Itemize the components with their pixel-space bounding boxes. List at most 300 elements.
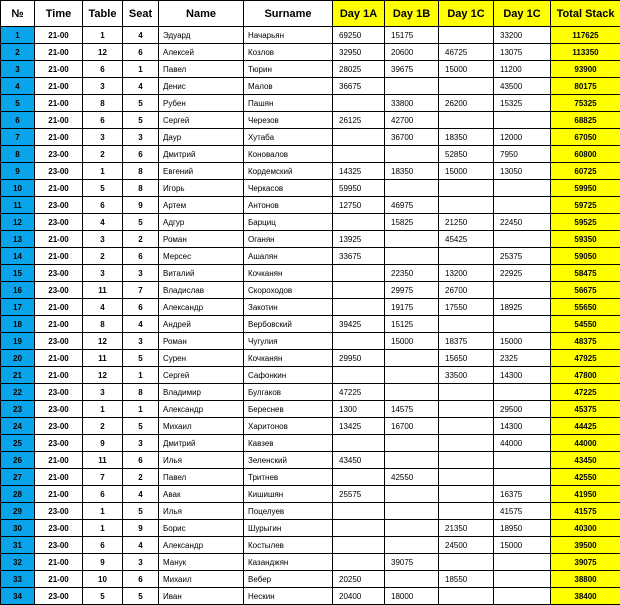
cell-time: 23-00 [35,197,83,214]
cell-time: 23-00 [35,435,83,452]
cell-table: 3 [83,265,123,282]
cell-day-1c-second: 13075 [494,44,551,61]
cell-day-1c-second [494,384,551,401]
cell-surname: Закотин [244,299,333,316]
cell-no: 18 [1,316,35,333]
cell-time: 21-00 [35,554,83,571]
cell-no: 5 [1,95,35,112]
cell-table: 4 [83,214,123,231]
cell-day-1b [385,384,439,401]
cell-day-1b [385,180,439,197]
table-row [1,231,620,248]
cell-day-1b: 18000 [385,588,439,605]
cell-total-stack: 44425 [551,418,620,435]
header-day-1c-second: Day 1C [494,1,551,27]
cell-seat: 9 [123,520,159,537]
cell-no: 31 [1,537,35,554]
table-row [1,265,620,282]
header-table: Table [83,1,123,27]
cell-day-1b: 14575 [385,401,439,418]
cell-surname: Черезов [244,112,333,129]
cell-table: 9 [83,554,123,571]
cell-day-1a: 59950 [333,180,385,197]
cell-day-1c [439,248,494,265]
cell-total-stack: 93900 [551,61,620,78]
cell-day-1c [439,78,494,95]
cell-day-1c-second [494,316,551,333]
cell-total-stack: 43450 [551,452,620,469]
cell-day-1c [439,401,494,418]
cell-day-1b [385,78,439,95]
cell-surname: Поцелуев [244,503,333,520]
cell-no: 6 [1,112,35,129]
cell-table: 11 [83,452,123,469]
cell-day-1b: 16700 [385,418,439,435]
cell-surname: Пашян [244,95,333,112]
cell-seat: 6 [123,248,159,265]
cell-seat: 9 [123,197,159,214]
cell-total-stack: 59525 [551,214,620,231]
cell-no: 23 [1,401,35,418]
table-row [1,180,620,197]
cell-total-stack: 47925 [551,350,620,367]
cell-total-stack: 59950 [551,180,620,197]
cell-day-1c: 33500 [439,367,494,384]
cell-time: 21-00 [35,129,83,146]
cell-total-stack: 41950 [551,486,620,503]
cell-table: 8 [83,95,123,112]
cell-day-1a: 20400 [333,588,385,605]
cell-day-1a [333,129,385,146]
cell-seat: 2 [123,469,159,486]
cell-day-1b: 18350 [385,163,439,180]
cell-no: 11 [1,197,35,214]
cell-seat: 3 [123,435,159,452]
cell-total-stack: 38400 [551,588,620,605]
cell-time: 21-00 [35,486,83,503]
cell-day-1b: 39075 [385,554,439,571]
cell-name: Сурен [159,350,244,367]
cell-time: 23-00 [35,418,83,435]
cell-day-1a: 13925 [333,231,385,248]
cell-time: 23-00 [35,265,83,282]
cell-name: Владислав [159,282,244,299]
cell-name: Дмитрий [159,146,244,163]
header-seat: Seat [123,1,159,27]
cell-day-1a [333,214,385,231]
cell-day-1c-second: 12000 [494,129,551,146]
cell-total-stack: 59050 [551,248,620,265]
cell-no: 32 [1,554,35,571]
cell-table: 11 [83,282,123,299]
header-total-stack: Total Stack [551,1,620,27]
cell-total-stack: 60725 [551,163,620,180]
cell-surname: Сафонкин [244,367,333,384]
cell-day-1a [333,435,385,452]
table-row [1,588,620,605]
cell-seat: 5 [123,418,159,435]
cell-table: 5 [83,180,123,197]
cell-time: 21-00 [35,44,83,61]
cell-name: Александр [159,401,244,418]
table-row [1,146,620,163]
table-row [1,214,620,231]
cell-day-1b: 20600 [385,44,439,61]
cell-surname: Харитонов [244,418,333,435]
cell-day-1a [333,469,385,486]
cell-seat: 5 [123,588,159,605]
cell-total-stack: 68825 [551,112,620,129]
table-row [1,129,620,146]
cell-seat: 5 [123,112,159,129]
cell-seat: 5 [123,95,159,112]
cell-name: Илья [159,503,244,520]
cell-no: 25 [1,435,35,452]
table-row [1,384,620,401]
cell-surname: Барциц [244,214,333,231]
cell-day-1c: 21250 [439,214,494,231]
table-row [1,486,620,503]
cell-total-stack: 38800 [551,571,620,588]
cell-total-stack: 41575 [551,503,620,520]
cell-no: 27 [1,469,35,486]
cell-total-stack: 48375 [551,333,620,350]
cell-day-1a: 69250 [333,27,385,44]
cell-day-1c-second [494,588,551,605]
cell-no: 10 [1,180,35,197]
cell-day-1c [439,469,494,486]
cell-day-1b: 42700 [385,112,439,129]
cell-name: Роман [159,231,244,248]
cell-total-stack: 39500 [551,537,620,554]
cell-day-1c: 46725 [439,44,494,61]
cell-day-1a [333,95,385,112]
cell-total-stack: 80175 [551,78,620,95]
table-row [1,537,620,554]
header-name: Name [159,1,244,27]
cell-day-1c-second [494,452,551,469]
cell-day-1c-second [494,469,551,486]
cell-seat: 3 [123,333,159,350]
cell-day-1b [385,537,439,554]
cell-day-1a: 14325 [333,163,385,180]
cell-surname: Зеленский [244,452,333,469]
cell-no: 34 [1,588,35,605]
cell-table: 6 [83,197,123,214]
cell-day-1c [439,486,494,503]
table-row [1,95,620,112]
cell-total-stack: 54550 [551,316,620,333]
cell-time: 21-00 [35,61,83,78]
cell-seat: 5 [123,350,159,367]
cell-time: 23-00 [35,214,83,231]
cell-day-1b: 39675 [385,61,439,78]
cell-time: 21-00 [35,231,83,248]
cell-time: 23-00 [35,588,83,605]
cell-no: 7 [1,129,35,146]
cell-day-1b [385,231,439,248]
table-row [1,282,620,299]
cell-seat: 4 [123,537,159,554]
cell-seat: 4 [123,27,159,44]
cell-seat: 3 [123,554,159,571]
cell-day-1c-second: 18950 [494,520,551,537]
cell-seat: 4 [123,486,159,503]
cell-name: Адгур [159,214,244,231]
cell-time: 21-00 [35,95,83,112]
cell-seat: 5 [123,214,159,231]
table-row [1,520,620,537]
cell-surname: Кочканян [244,350,333,367]
cell-day-1b: 15175 [385,27,439,44]
cell-time: 21-00 [35,350,83,367]
cell-time: 21-00 [35,299,83,316]
cell-surname: Начарьян [244,27,333,44]
cell-day-1c: 18350 [439,129,494,146]
header-day-1b: Day 1B [385,1,439,27]
cell-table: 12 [83,367,123,384]
cell-total-stack: 55650 [551,299,620,316]
cell-day-1c-second: 15000 [494,333,551,350]
cell-seat: 3 [123,129,159,146]
cell-surname: Булгаков [244,384,333,401]
cell-day-1b: 42550 [385,469,439,486]
cell-day-1c: 18375 [439,333,494,350]
cell-day-1c: 26700 [439,282,494,299]
cell-table: 11 [83,350,123,367]
cell-day-1c-second [494,571,551,588]
cell-day-1a: 32950 [333,44,385,61]
cell-day-1c [439,418,494,435]
cell-day-1b: 22350 [385,265,439,282]
cell-day-1c [439,588,494,605]
cell-total-stack: 60800 [551,146,620,163]
cell-no: 15 [1,265,35,282]
cell-table: 1 [83,520,123,537]
cell-table: 1 [83,27,123,44]
cell-day-1b: 15825 [385,214,439,231]
cell-day-1c [439,27,494,44]
cell-name: Павел [159,61,244,78]
cell-day-1c: 21350 [439,520,494,537]
cell-day-1b: 33800 [385,95,439,112]
cell-surname: Ашалян [244,248,333,265]
cell-name: Рубен [159,95,244,112]
cell-surname: Козлов [244,44,333,61]
cell-seat: 7 [123,282,159,299]
header-no: № [1,1,35,27]
cell-day-1c-second: 13050 [494,163,551,180]
cell-day-1c-second: 25375 [494,248,551,265]
cell-name: Денис [159,78,244,95]
cell-total-stack: 67050 [551,129,620,146]
cell-surname: Казанджян [244,554,333,571]
cell-day-1c-second: 33200 [494,27,551,44]
table-row [1,503,620,520]
cell-day-1c: 15000 [439,61,494,78]
cell-no: 24 [1,418,35,435]
cell-day-1c-second: 2325 [494,350,551,367]
cell-name: Андрей [159,316,244,333]
cell-surname: Тюрин [244,61,333,78]
cell-seat: 8 [123,384,159,401]
cell-name: Дмитрий [159,435,244,452]
cell-day-1a [333,333,385,350]
header-day-1c: Day 1C [439,1,494,27]
cell-seat: 8 [123,180,159,197]
cell-day-1c-second: 22450 [494,214,551,231]
cell-seat: 6 [123,452,159,469]
cell-day-1a [333,282,385,299]
cell-day-1c-second [494,231,551,248]
cell-day-1b: 15125 [385,316,439,333]
cell-day-1a: 25575 [333,486,385,503]
cell-day-1c-second [494,180,551,197]
cell-surname: Вербовский [244,316,333,333]
cell-surname: Скороходов [244,282,333,299]
table-row [1,44,620,61]
cell-no: 13 [1,231,35,248]
cell-day-1a: 29950 [333,350,385,367]
cell-surname: Чугулия [244,333,333,350]
cell-day-1c-second: 14300 [494,418,551,435]
cell-day-1b [385,571,439,588]
table-row [1,469,620,486]
cell-day-1c-second [494,112,551,129]
cell-name: Сергей [159,112,244,129]
cell-seat: 4 [123,78,159,95]
cell-surname: Шурыгин [244,520,333,537]
table-row [1,112,620,129]
cell-table: 3 [83,231,123,248]
cell-name: Алексей [159,44,244,61]
cell-no: 17 [1,299,35,316]
cell-table: 2 [83,248,123,265]
cell-day-1b [385,367,439,384]
cell-name: Манук [159,554,244,571]
cell-surname: Кишишян [244,486,333,503]
cell-name: Игорь [159,180,244,197]
cell-table: 1 [83,401,123,418]
cell-day-1a: 47225 [333,384,385,401]
table-row [1,401,620,418]
cell-name: Роман [159,333,244,350]
cell-no: 12 [1,214,35,231]
cell-day-1c: 18550 [439,571,494,588]
cell-day-1b [385,520,439,537]
cell-day-1c [439,435,494,452]
cell-name: Эдуард [159,27,244,44]
cell-time: 23-00 [35,520,83,537]
cell-name: Илья [159,452,244,469]
cell-time: 21-00 [35,469,83,486]
cell-table: 6 [83,112,123,129]
table-row [1,248,620,265]
cell-day-1c: 17550 [439,299,494,316]
cell-day-1b: 15000 [385,333,439,350]
cell-table: 9 [83,435,123,452]
cell-day-1c-second: 29500 [494,401,551,418]
cell-day-1b [385,248,439,265]
cell-day-1c [439,384,494,401]
cell-name: Михаил [159,571,244,588]
cell-total-stack: 117625 [551,27,620,44]
cell-day-1a [333,537,385,554]
cell-day-1b: 29975 [385,282,439,299]
header-row [1,1,620,27]
cell-seat: 8 [123,163,159,180]
table-row [1,418,620,435]
cell-name: Даур [159,129,244,146]
cell-day-1c-second: 16375 [494,486,551,503]
table-row [1,350,620,367]
table-row [1,197,620,214]
cell-surname: Черкасов [244,180,333,197]
cell-table: 5 [83,588,123,605]
cell-no: 30 [1,520,35,537]
cell-name: Иван [159,588,244,605]
cell-name: Артем [159,197,244,214]
cell-time: 23-00 [35,163,83,180]
cell-day-1c: 13200 [439,265,494,282]
cell-table: 1 [83,503,123,520]
cell-day-1a [333,146,385,163]
cell-name: Борис [159,520,244,537]
header-time: Time [35,1,83,27]
table-row [1,163,620,180]
cell-no: 29 [1,503,35,520]
cell-table: 1 [83,163,123,180]
cell-day-1c-second: 7950 [494,146,551,163]
cell-surname: Малов [244,78,333,95]
cell-seat: 1 [123,401,159,418]
cell-day-1c-second: 14300 [494,367,551,384]
cell-day-1c-second [494,197,551,214]
cell-name: Сергей [159,367,244,384]
table-row [1,435,620,452]
cell-total-stack: 47225 [551,384,620,401]
cell-name: Павел [159,469,244,486]
cell-seat: 3 [123,265,159,282]
cell-name: Виталий [159,265,244,282]
cell-day-1b: 36700 [385,129,439,146]
cell-day-1a: 28025 [333,61,385,78]
cell-day-1c [439,197,494,214]
cell-time: 23-00 [35,146,83,163]
table-row [1,61,620,78]
cell-no: 16 [1,282,35,299]
cell-day-1c-second: 44000 [494,435,551,452]
cell-day-1a [333,503,385,520]
cell-table: 3 [83,78,123,95]
cell-surname: Хутаба [244,129,333,146]
cell-total-stack: 45375 [551,401,620,418]
cell-no: 33 [1,571,35,588]
cell-time: 23-00 [35,503,83,520]
cell-day-1a: 33675 [333,248,385,265]
cell-time: 23-00 [35,384,83,401]
cell-table: 6 [83,537,123,554]
cell-name: Евгений [159,163,244,180]
cell-day-1a [333,265,385,282]
table-body [1,27,620,605]
cell-day-1c: 26200 [439,95,494,112]
cell-day-1c [439,112,494,129]
cell-time: 23-00 [35,282,83,299]
cell-seat: 1 [123,367,159,384]
table-row [1,78,620,95]
cell-day-1b [385,350,439,367]
